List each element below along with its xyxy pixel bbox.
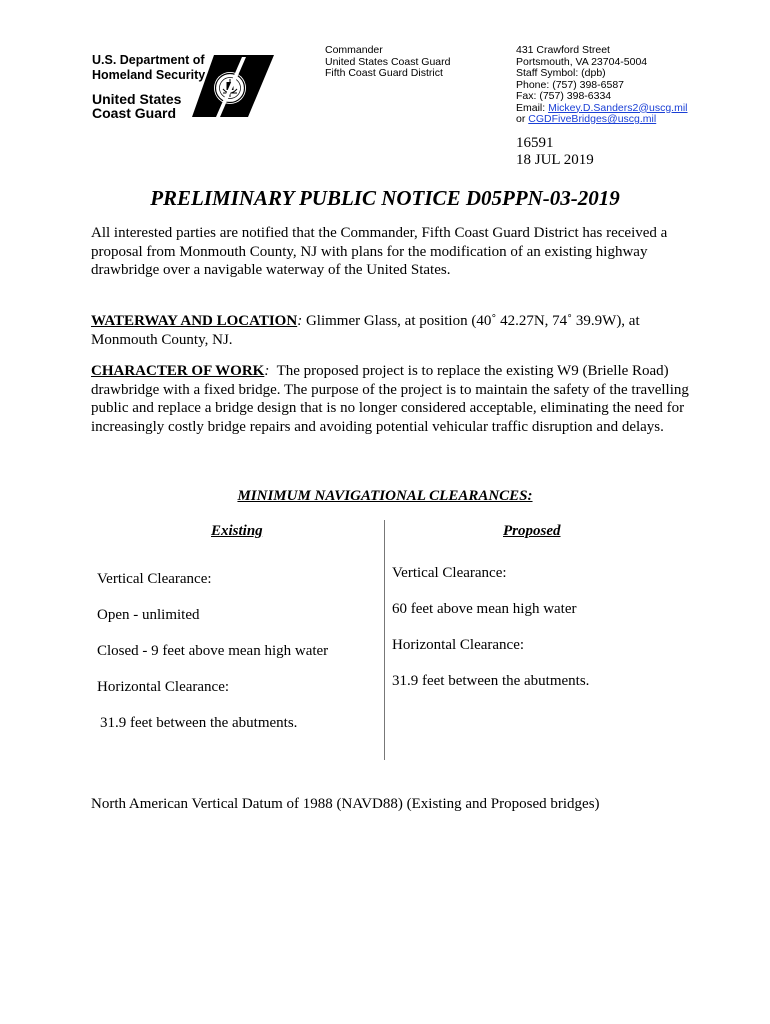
- waterway-paragraph: [91, 312, 691, 349]
- department-line: U.S. Department of: [92, 53, 205, 67]
- sender-line: Fifth Coast Guard District: [325, 67, 443, 79]
- work-heading: CHARACTER OF WORK: [91, 363, 265, 379]
- work-paragraph: [91, 362, 691, 436]
- proposed-item: Vertical Clearance:: [392, 565, 507, 581]
- address-line: Staff Symbol: (dpb): [516, 67, 606, 79]
- notice-date: 18 JUL 2019: [516, 152, 594, 168]
- existing-item: Open - unlimited: [97, 607, 200, 623]
- existing-item: Closed - 9 feet above mean high water: [97, 643, 329, 659]
- email-link-primary[interactable]: Mickey.D.Sanders2@uscg.mil: [548, 101, 688, 114]
- proposed-item: 60 feet above mean high water: [392, 601, 577, 617]
- waterway-colon: :: [297, 313, 303, 329]
- address-line: Fax: (757) 398-6334: [516, 90, 612, 102]
- existing-clearances: [97, 570, 328, 750]
- email-label: Email:: [516, 101, 549, 114]
- datum-note: North American Vertical Datum of 1988 (NAVD88) (Existing and Proposed bridges): [91, 796, 600, 812]
- reference-number: 16591: [516, 135, 554, 151]
- intro-paragraph: All interested parties are notified that the Commander, Fifth Coast Guard District has received a proposal from Monmouth County, NJ with plans for the modification of an existing highway drawbridge over a navigable waterway of the United States.: [91, 225, 668, 278]
- address-line: Phone: (757) 398-6587: [516, 78, 624, 91]
- existing-item: Vertical Clearance:: [97, 571, 212, 587]
- address-line: Portsmouth, VA 23704-5004: [516, 55, 648, 68]
- address-block: [516, 45, 688, 126]
- clearances-title: MINIMUM NAVIGATIONAL CLEARANCES:: [237, 488, 533, 504]
- address-line: 431 Crawford Street: [516, 44, 610, 56]
- waterway-text: Glimmer Glass, at position (40˚ 42.27N, 74˚ 39.9W), at Monmouth County, NJ.: [91, 313, 640, 348]
- proposed-item: Horizontal Clearance:: [392, 637, 525, 653]
- reference-block: [516, 135, 594, 169]
- proposed-clearances: [392, 564, 589, 708]
- email-line-alt: [516, 114, 688, 126]
- email-link-secondary[interactable]: CGDFiveBridges@uscg.mil: [528, 113, 657, 125]
- existing-item: Horizontal Clearance:: [97, 679, 230, 695]
- existing-heading: Existing: [211, 523, 263, 539]
- notice-title: PRELIMINARY PUBLIC NOTICE D05PPN-03-2019: [150, 186, 620, 210]
- work-text: The proposed project is to replace the existing W9 (Brielle Road) drawbridge with a fixed bridge. The purpose of the project is to maintain the safety of the travelling public and replace a bridge design that is no longer considered acceptable, eliminating the need for increasingly costly bridge repairs and avoiding potential vehicular traffic disruption and delays.: [91, 363, 693, 435]
- department-name: [92, 53, 205, 83]
- department-line: Homeland Security: [92, 68, 206, 82]
- proposed-item: 31.9 feet between the abutments.: [392, 673, 590, 689]
- agency-line: United States: [92, 91, 182, 107]
- column-divider: [384, 520, 385, 760]
- coast-guard-emblem-icon: [192, 55, 274, 117]
- proposed-heading: Proposed: [503, 523, 561, 539]
- email-or-label: or: [516, 113, 529, 125]
- sender-line: United States Coast Guard: [325, 55, 451, 68]
- existing-item: 31.9 feet between the abutments.: [100, 715, 298, 731]
- sender-block: [325, 45, 450, 80]
- waterway-heading: WATERWAY AND LOCATION: [91, 313, 298, 329]
- work-colon: :: [264, 363, 270, 379]
- agency-name: [92, 92, 181, 120]
- sender-line: Commander: [325, 44, 383, 56]
- agency-line: Coast Guard: [92, 105, 177, 121]
